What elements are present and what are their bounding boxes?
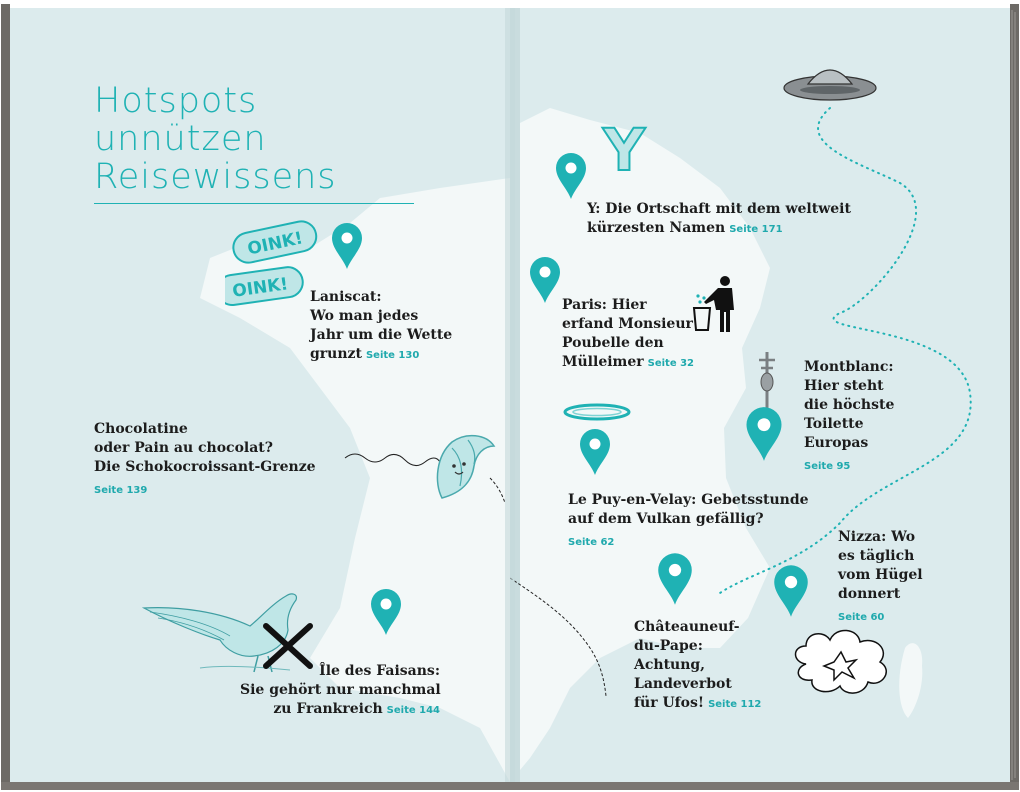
spot-line: du-Pape: [634,638,703,654]
spot-line: Châteauneuf- [634,619,740,635]
title-line-2: unnützen [94,119,267,159]
page-reference: Seite 60 [838,612,885,623]
spot-line: Chocolatine [94,421,188,437]
spot-line: Landeverbot [634,676,732,692]
spot-line: Die Schokocroissant-Grenze [94,459,316,475]
spot-line: Achtung, [634,657,706,673]
spot-line: auf dem Vulkan gefällig? [568,511,764,527]
spot-line: es täglich [838,548,915,564]
spot-line: Poubelle den [562,335,664,351]
spot-line: die höchste [804,397,895,413]
spot-line: vom Hügel [838,567,923,583]
page-reference: Seite 144 [386,705,440,716]
spot-line: Paris: Hier [562,297,647,313]
y-letter: Y [603,118,645,178]
spot-line: Sie gehört nur manchmal [240,682,441,698]
spot-line: Montblanc: [804,359,894,375]
spot-line: oder Pain au chocolat? [94,440,273,456]
spot-line: Wo man jedes [310,308,419,324]
spot-line: Y: Die Ortschaft mit dem weltweit [587,201,851,217]
spot-line: für Ufos! [634,695,705,711]
spot-line: Jahr um die Wette [310,327,453,343]
spot-line: Le Puy-en-Velay: Gebetsstunde [568,492,809,508]
page-reference: Seite 130 [365,350,420,361]
spot-line: Laniscat: [310,289,382,305]
title-line-1: Hotspots [94,81,258,121]
oink-text-1: OINK! [245,228,305,260]
title-line-3: Reisewissens [94,157,337,197]
spot-line: zu Frankreich [273,701,383,717]
page-reference: Seite 32 [647,358,695,369]
spot-line: Hier steht [804,378,884,394]
page-reference: Seite 139 [94,485,148,496]
spot-line: grunzt [310,346,362,362]
spot-line: Toilette [804,416,864,432]
oink-text-2: OINK! [231,274,290,302]
spot-line: Île des Faisans: [319,663,440,679]
spot-line: kürzesten Namen [587,220,726,236]
spot-line: Mülleimer [562,354,644,370]
spot-line: erfand Monsieur [562,316,693,332]
spot-line: Nizza: Wo [838,529,916,545]
page-reference: Seite 112 [708,699,762,710]
spot-line: donnert [838,586,901,602]
page-reference: Seite 95 [804,461,851,472]
page-reference: Seite 171 [729,224,783,235]
spot-line: Europas [804,435,869,451]
page-reference: Seite 62 [568,537,615,548]
